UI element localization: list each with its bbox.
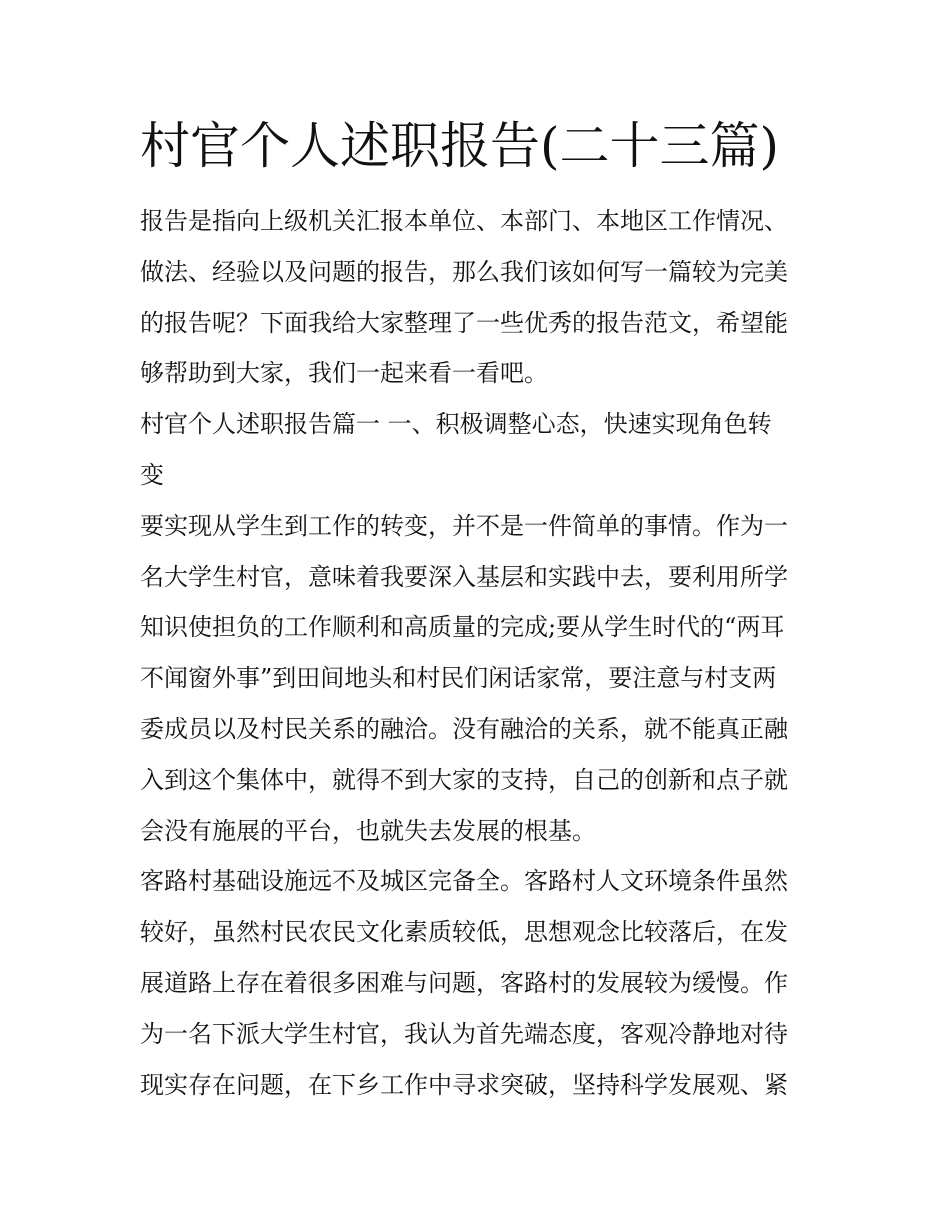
document-title: 村官个人述职报告(二十三篇) bbox=[140, 117, 780, 175]
text-line: 入到这个集体中，就得不到大家的支持，自己的创新和点子就 bbox=[140, 765, 788, 794]
text-line: 较好，虽然村民农民文化素质较低，思想观念比较落后，在发 bbox=[140, 918, 788, 947]
paragraph-village-conditions bbox=[140, 856, 812, 1110]
text-line: 知识使担负的工作顺利和高质量的完成;要从学生时代的“两耳 bbox=[140, 613, 785, 642]
paragraph-section-heading bbox=[140, 399, 812, 501]
text-line: 报告是指向上级机关汇报本单位、本部门、本地区工作情况、 bbox=[140, 207, 788, 235]
text-line: 的报告呢？下面我给大家整理了一些优秀的报告范文，希望能 bbox=[140, 308, 788, 337]
text-line: 展道路上存在着很多困难与问题，客路村的发展较为缓慢。作 bbox=[140, 968, 788, 997]
paragraph-role-change bbox=[140, 501, 812, 857]
text-line: 为一名下派大学生村官，我认为首先端态度，客观冷静地对待 bbox=[140, 1019, 788, 1048]
text-line: 名大学生村官，意味着我要深入基层和实践中去，要利用所学 bbox=[140, 562, 788, 591]
text-line: 客路村基础设施远不及城区完备全。客路村人文环境条件虽然 bbox=[140, 867, 788, 896]
text-line: 不闻窗外事”到田间地头和村民们闲话家常，要注意与村支两 bbox=[140, 664, 777, 693]
paragraph-intro bbox=[140, 196, 812, 399]
text-line: 委成员以及村民关系的融洽。没有融洽的关系，就不能真正融 bbox=[140, 714, 788, 743]
text-line: 现实存在问题，在下乡工作中寻求突破，坚持科学发展观、紧 bbox=[140, 1070, 788, 1099]
document-body bbox=[140, 196, 812, 1110]
text-line: 做法、经验以及问题的报告，那么我们该如何写一篇较为完美 bbox=[140, 257, 788, 286]
text-line: 要实现从学生到工作的转变，并不是一件简单的事情。作为一 bbox=[140, 511, 788, 540]
text-line: 变 bbox=[140, 460, 164, 489]
text-line: 会没有施展的平台，也就失去发展的根基。 bbox=[140, 816, 596, 845]
text-line: 村官个人述职报告篇一 一、积极调整心态，快速实现角色转 bbox=[140, 410, 772, 439]
text-line: 够帮助到大家，我们一起来看一看吧。 bbox=[140, 359, 548, 388]
